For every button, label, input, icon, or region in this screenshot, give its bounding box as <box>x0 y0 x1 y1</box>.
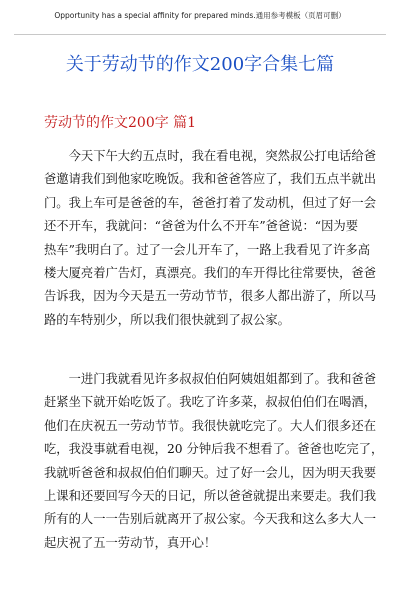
paragraph-line: 赶紧坐下就开始吃饭了。我吃了许多菜，叔叔伯伯们在喝酒， <box>44 395 377 410</box>
document-title: 关于劳动节的作文200字合集七篇 <box>65 54 335 75</box>
paragraph-line: 楼大厦亮着广告灯，真漂亮。我们的车开得比往常要快，爸爸 <box>44 266 377 281</box>
paragraph-line: 一进门我就看见许多叔叔伯伯阿姨姐姐都到了。我和爸爸 <box>44 372 377 386</box>
paragraph-line: 今天下午大约五点时，我在看电视，突然叔公打电话给爸 <box>44 149 377 163</box>
paragraph-line: 路的车特别少，所以我们很快就到了叔公家。 <box>44 312 290 327</box>
paragraph-line: 所有的人一一告别后就离开了叔公家。今天我和这么多大人一 <box>44 512 377 527</box>
paragraph-2 <box>44 368 384 555</box>
paragraph-line: 还不开车，我就问：“爸爸为什么不开车”爸爸说：“因为要 <box>44 219 358 234</box>
section-title: 劳动节的作文200字 篇1 <box>44 115 197 131</box>
paragraph-line: 起庆祝了五一劳动节，真开心！ <box>44 535 217 550</box>
header-divider <box>14 34 386 35</box>
paragraph-line: 热车”我明白了。过了一会儿开车了，一路上我看见了许多高 <box>44 242 371 257</box>
page-header: Opportunity has a special affinity for prepared minds.通用参考模板（页眉可删） <box>54 11 346 20</box>
paragraph-line: 爸邀请我们到他家吃晚饭。我和爸爸答应了，我们五点半就出 <box>44 172 377 187</box>
paragraph-line: 他们在庆祝五一劳动节节。我很快就吃完了。大人们很多还在 <box>44 418 377 433</box>
paragraph-line: 上课和还要回写今天的日记，所以爸爸就提出来要走。我们我 <box>44 489 377 504</box>
paragraph-1 <box>44 145 377 332</box>
paragraph-line: 我就听爸爸和叔叔伯伯们聊天。过了好一会儿，因为明天我要 <box>44 465 377 480</box>
paragraph-line: 吃，我没事就看电视，20 分钟后我不想看了。爸爸也吃完了， <box>44 442 384 457</box>
paragraph-line: 告诉我，因为今天是五一劳动节节，很多人都出游了，所以马 <box>44 289 377 304</box>
paragraph-line: 门。我上车可是爸爸的车，爸爸打着了发动机，但过了好一会 <box>44 195 377 210</box>
